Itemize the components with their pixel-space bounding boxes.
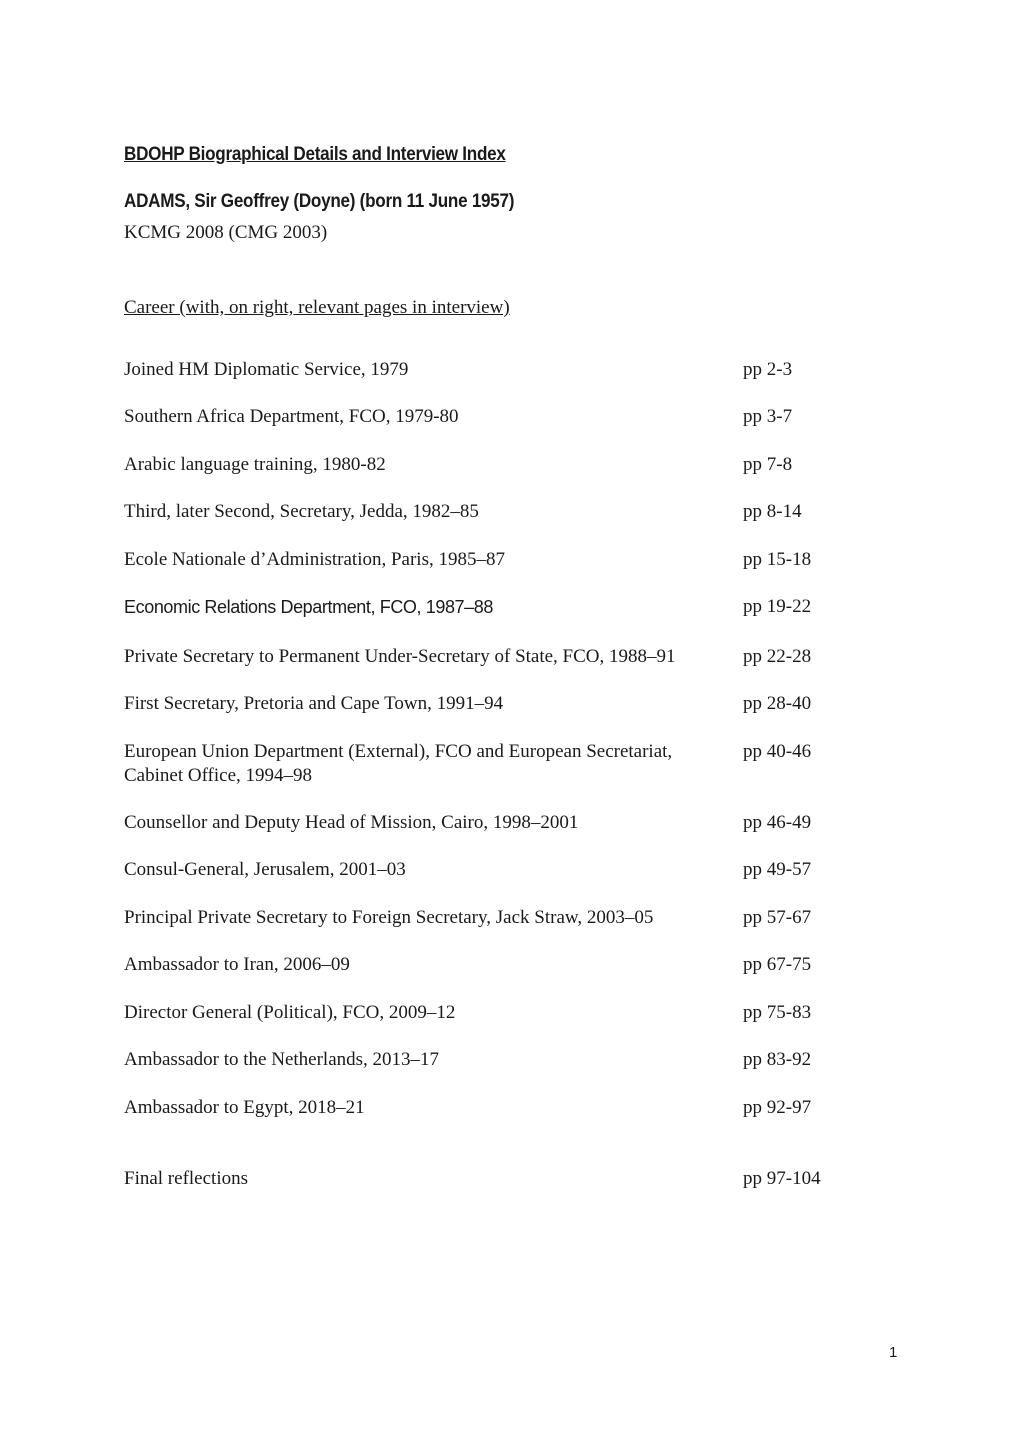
career-pages: pp 40-46: [743, 741, 812, 762]
career-role: Third, later Second, Secretary, Jedda, 1982–85: [124, 501, 479, 522]
career-pages: pp 46-49: [743, 812, 812, 833]
career-pages: pp 19-22: [743, 596, 812, 617]
person-name: ADAMS, Sir Geoffrey (Doyne) (born 11 June 1957): [124, 191, 515, 212]
career-role: Ambassador to Iran, 2006–09: [124, 954, 350, 975]
career-pages: pp 8-14: [743, 501, 802, 522]
career-role: Ecole Nationale d’Administration, Paris, 1985–87: [124, 549, 505, 570]
career-role: Arabic language training, 1980-82: [124, 454, 386, 475]
career-pages: pp 2-3: [743, 359, 793, 380]
career-role: Director General (Political), FCO, 2009–12: [124, 1002, 456, 1023]
career-pages: pp 75-83: [743, 1002, 812, 1023]
career-pages: pp 92-97: [743, 1097, 812, 1118]
career-role: Economic Relations Department, FCO, 1987–88: [124, 597, 493, 617]
page-number: 1: [889, 1344, 898, 1361]
career-pages: pp 28-40: [743, 693, 812, 714]
career-pages: pp 3-7: [743, 406, 793, 427]
career-role: First Secretary, Pretoria and Cape Town, 1991–94: [124, 693, 504, 714]
final-reflections-label: Final reflections: [124, 1168, 248, 1189]
career-role: Ambassador to Egypt, 2018–21: [124, 1097, 365, 1118]
career-role: Ambassador to the Netherlands, 2013–17: [124, 1049, 440, 1070]
career-pages: pp 57-67: [743, 907, 812, 928]
career-pages: pp 22-28: [743, 646, 812, 667]
career-role: Southern Africa Department, FCO, 1979-80: [124, 406, 459, 427]
career-role: Principal Private Secretary to Foreign Secretary, Jack Straw, 2003–05: [124, 907, 654, 928]
document-title: BDOHP Biographical Details and Interview Index: [124, 144, 506, 165]
career-pages: pp 67-75: [743, 954, 812, 975]
career-pages: pp 83-92: [743, 1049, 812, 1070]
career-role: European Union Department (External), FCO and European Secretariat, Cabinet Office, 1994–98: [124, 741, 673, 786]
career-role: Counsellor and Deputy Head of Mission, Cairo, 1998–2001: [124, 812, 579, 833]
career-pages: pp 49-57: [743, 859, 812, 880]
career-role: Private Secretary to Permanent Under-Secretary of State, FCO, 1988–91: [124, 646, 676, 667]
career-pages: pp 7-8: [743, 454, 793, 475]
honours: KCMG 2008 (CMG 2003): [124, 222, 328, 243]
career-pages: pp 15-18: [743, 549, 812, 570]
career-role: Joined HM Diplomatic Service, 1979: [124, 359, 409, 380]
final-reflections-pages: pp 97-104: [743, 1168, 821, 1189]
career-heading: Career (with, on right, relevant pages in interview): [124, 297, 510, 318]
career-role: Consul-General, Jerusalem, 2001–03: [124, 859, 406, 880]
